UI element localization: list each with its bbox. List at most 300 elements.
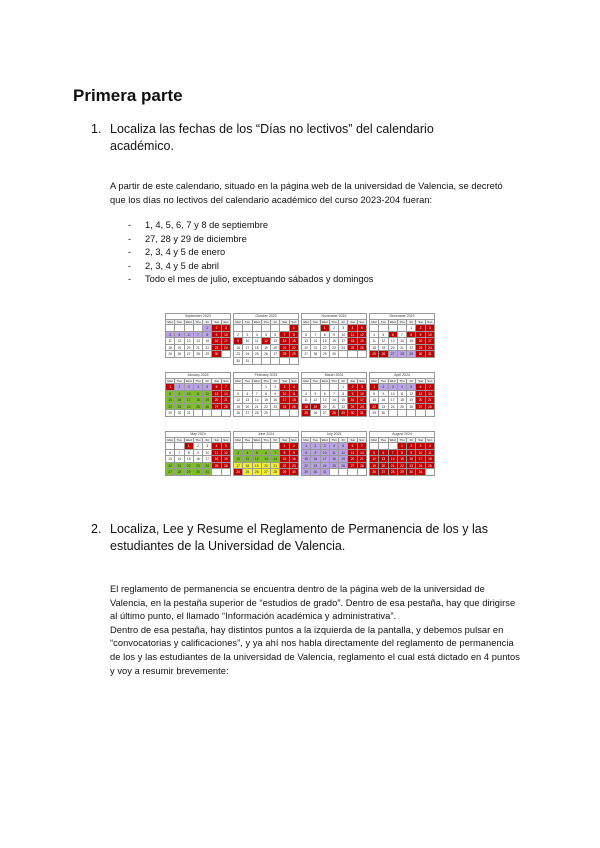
calendar-empty-cell — [175, 325, 184, 332]
calendar-day: 29 — [280, 469, 289, 476]
calendar-day: 21 — [311, 345, 320, 352]
calendar-month-title: December 2023 — [369, 313, 435, 319]
calendar-day: 18 — [253, 345, 262, 352]
calendar-day: 30 — [290, 469, 299, 476]
calendar-day: 5 — [175, 332, 184, 339]
calendar-day: 2 — [290, 443, 299, 450]
weekday-header: Sun — [426, 379, 435, 384]
calendar-day: 16 — [407, 456, 416, 463]
calendar-day: 29 — [203, 351, 212, 358]
calendar-empty-cell — [203, 410, 212, 417]
calendar-empty-cell — [166, 443, 175, 450]
calendar-day: 23 — [234, 351, 243, 358]
calendar-day: 18 — [426, 456, 435, 463]
calendar-day: 2 — [212, 325, 221, 332]
weekday-header: Wed — [253, 438, 262, 443]
calendar-day: 7 — [253, 391, 262, 398]
calendar-day: 2 — [348, 384, 357, 391]
weekday-header: Mon — [166, 320, 175, 325]
calendar-day: 17 — [358, 397, 367, 404]
calendar-day: 13 — [389, 338, 398, 345]
calendar-day: 31 — [203, 469, 212, 476]
calendar-day: 5 — [203, 384, 212, 391]
calendar-day: 30 — [212, 351, 221, 358]
calendar-day: 18 — [212, 456, 221, 463]
calendar-day: 29 — [166, 410, 175, 417]
calendar-day: 19 — [311, 404, 320, 411]
calendar-empty-cell — [280, 410, 289, 417]
calendar-day: 5 — [234, 391, 243, 398]
calendar-day: 25 — [290, 404, 299, 411]
calendar-month-title: April 2024 — [369, 372, 435, 378]
weekday-header: Sun — [222, 320, 231, 325]
weekday-header: Tue — [379, 438, 388, 443]
calendar-day: 26 — [262, 351, 271, 358]
calendar-day: 10 — [280, 391, 289, 398]
calendar-day: 29 — [321, 351, 330, 358]
weekday-header: Sun — [358, 379, 367, 384]
calendar-month — [233, 431, 299, 476]
calendar-day: 10 — [203, 450, 212, 457]
calendar-day: 20 — [321, 404, 330, 411]
calendar-day: 17 — [243, 345, 252, 352]
calendar-day: 11 — [398, 391, 407, 398]
calendar-day: 24 — [243, 351, 252, 358]
calendar-day: 7 — [358, 443, 367, 450]
calendar-month-grid — [301, 378, 367, 417]
weekday-header: Thu — [330, 379, 339, 384]
calendar-month — [233, 372, 299, 417]
calendar-month — [369, 372, 435, 417]
calendar-day: 4 — [166, 332, 175, 339]
calendar-day: 10 — [339, 332, 348, 339]
calendar-day: 22 — [166, 404, 175, 411]
calendar-day: 15 — [262, 397, 271, 404]
calendar-day: 28 — [311, 351, 320, 358]
calendar-month — [301, 313, 367, 358]
calendar-month-grid — [165, 319, 231, 358]
calendar-day: 7 — [280, 332, 289, 339]
weekday-header: Wed — [321, 379, 330, 384]
calendar-day: 27 — [166, 469, 175, 476]
calendar-day: 25 — [166, 351, 175, 358]
calendar-day: 13 — [302, 338, 311, 345]
calendar-day: 1 — [262, 384, 271, 391]
weekday-header: Mon — [370, 379, 379, 384]
calendar-day: 14 — [175, 456, 184, 463]
calendar-empty-cell — [330, 384, 339, 391]
calendar-day: 24 — [389, 404, 398, 411]
calendar-day: 27 — [212, 404, 221, 411]
calendar-day: 30 — [194, 469, 203, 476]
calendar-day: 11 — [302, 397, 311, 404]
calendar-empty-cell — [271, 410, 280, 417]
calendar-day: 1 — [166, 384, 175, 391]
weekday-header: Thu — [330, 320, 339, 325]
calendar-empty-cell — [234, 443, 243, 450]
calendar-empty-cell — [302, 325, 311, 332]
calendar-empty-cell — [339, 469, 348, 476]
calendar-day: 12 — [407, 391, 416, 398]
calendar-day: 8 — [321, 332, 330, 339]
calendar-day: 8 — [370, 391, 379, 398]
calendar-day: 8 — [280, 450, 289, 457]
calendar-day: 9 — [290, 450, 299, 457]
section-1-number: 1. — [91, 122, 102, 136]
page-title: Primera parte — [73, 86, 183, 105]
calendar-day: 1 — [321, 325, 330, 332]
calendar-day: 29 — [262, 410, 271, 417]
calendar-day: 15 — [302, 456, 311, 463]
weekday-header: Thu — [194, 438, 203, 443]
calendar-month-title: February 2024 — [233, 372, 299, 378]
calendar-day: 4 — [243, 450, 252, 457]
calendar-day: 23 — [290, 463, 299, 470]
calendar-day: 8 — [203, 332, 212, 339]
calendar-day: 25 — [426, 463, 435, 470]
calendar-day: 8 — [407, 332, 416, 339]
weekday-header: Sat — [416, 320, 425, 325]
calendar-day: 28 — [280, 351, 289, 358]
calendar-day: 19 — [407, 397, 416, 404]
weekday-header: Tue — [243, 379, 252, 384]
calendar-day: 6 — [243, 391, 252, 398]
calendar-day: 19 — [262, 345, 271, 352]
calendar-day: 14 — [426, 391, 435, 398]
weekday-header: Tue — [311, 379, 320, 384]
calendar-day: 21 — [280, 345, 289, 352]
calendar-empty-cell — [398, 410, 407, 417]
calendar-day: 17 — [339, 338, 348, 345]
calendar-day: 22 — [280, 463, 289, 470]
weekday-header: Thu — [262, 320, 271, 325]
calendar-day: 4 — [330, 443, 339, 450]
calendar-day: 2 — [311, 443, 320, 450]
calendar-day: 22 — [302, 463, 311, 470]
calendar-empty-cell — [280, 358, 289, 365]
calendar-day: 7 — [194, 332, 203, 339]
section-2-number: 2. — [91, 522, 102, 536]
calendar-day: 27 — [389, 351, 398, 358]
calendar-empty-cell — [379, 443, 388, 450]
calendar-day: 27 — [379, 469, 388, 476]
weekday-header: Sun — [290, 320, 299, 325]
calendar-day: 12 — [311, 397, 320, 404]
calendar-empty-cell — [166, 325, 175, 332]
calendar-day: 7 — [222, 384, 231, 391]
section-2-heading-text: Localiza, Lee y Resume el Reglamento de Permanencia de los y las estudiantes de la Universidad de Valencia. — [110, 522, 488, 553]
weekday-header: Thu — [398, 438, 407, 443]
bullet-dash: - — [128, 233, 132, 244]
calendar-day: 23 — [271, 404, 280, 411]
calendar-day: 17 — [185, 397, 194, 404]
calendar-day: 4 — [370, 332, 379, 339]
weekday-header: Mon — [302, 379, 311, 384]
calendar-day: 30 — [379, 410, 388, 417]
calendar-day: 16 — [311, 456, 320, 463]
calendar-empty-cell — [234, 325, 243, 332]
calendar-day: 8 — [185, 450, 194, 457]
calendar-day: 31 — [426, 351, 435, 358]
holiday-item-text: Todo el mes de julio, exceptuando sábados y domingos — [145, 274, 374, 285]
calendar-day: 15 — [290, 338, 299, 345]
calendar-day: 22 — [339, 404, 348, 411]
weekday-header: Tue — [243, 320, 252, 325]
calendar-day: 27 — [243, 410, 252, 417]
calendar-day: 21 — [389, 463, 398, 470]
calendar-day: 14 — [271, 456, 280, 463]
calendar-day: 11 — [426, 450, 435, 457]
calendar-day: 12 — [253, 456, 262, 463]
calendar-day: 15 — [339, 397, 348, 404]
calendar-day: 12 — [203, 391, 212, 398]
holiday-item-text: 2, 3, 4 y 5 de enero — [145, 247, 226, 258]
weekday-header: Tue — [175, 438, 184, 443]
calendar-empty-cell — [243, 384, 252, 391]
calendar-day: 3 — [203, 443, 212, 450]
calendar-day: 20 — [243, 404, 252, 411]
calendar-month — [233, 313, 299, 365]
calendar-day: 4 — [348, 325, 357, 332]
calendar-day: 18 — [194, 397, 203, 404]
calendar-day: 17 — [426, 338, 435, 345]
calendar-day: 9 — [348, 391, 357, 398]
calendar-day: 1 — [398, 443, 407, 450]
calendar-day: 31 — [185, 410, 194, 417]
calendar-month — [369, 431, 435, 476]
calendar-day: 25 — [253, 351, 262, 358]
calendar-month-title: July 2024 — [301, 431, 367, 437]
weekday-header: Tue — [175, 320, 184, 325]
weekday-header: Tue — [175, 379, 184, 384]
calendar-empty-cell — [262, 443, 271, 450]
weekday-header: Thu — [194, 379, 203, 384]
calendar-day: 3 — [243, 332, 252, 339]
calendar-month-title: October 2023 — [233, 313, 299, 319]
calendar-day: 16 — [379, 397, 388, 404]
calendar-day: 15 — [185, 456, 194, 463]
calendar-empty-cell — [243, 443, 252, 450]
calendar-empty-cell — [222, 469, 231, 476]
calendar-day: 19 — [234, 404, 243, 411]
weekday-header: Fri — [271, 379, 280, 384]
calendar-day: 9 — [212, 332, 221, 339]
weekday-header: Sun — [222, 379, 231, 384]
calendar-day: 6 — [166, 450, 175, 457]
calendar-day: 24 — [234, 469, 243, 476]
calendar-day: 20 — [416, 397, 425, 404]
calendar-day: 20 — [262, 463, 271, 470]
weekday-header: Wed — [253, 320, 262, 325]
calendar-day: 1 — [370, 384, 379, 391]
calendar-day: 12 — [222, 450, 231, 457]
calendar-day: 3 — [185, 384, 194, 391]
calendar-day: 26 — [175, 351, 184, 358]
bullet-dash: - — [128, 274, 132, 285]
calendar-empty-cell — [426, 469, 435, 476]
weekday-header: Fri — [407, 320, 416, 325]
calendar-day: 21 — [271, 463, 280, 470]
calendar-month-grid — [301, 437, 367, 476]
weekday-header: Tue — [311, 320, 320, 325]
calendar-day: 18 — [370, 345, 379, 352]
calendar-empty-cell — [253, 443, 262, 450]
calendar-day: 25 — [330, 463, 339, 470]
calendar-day: 8 — [339, 391, 348, 398]
section-1-heading — [91, 121, 491, 155]
calendar-day: 2 — [379, 384, 388, 391]
calendar-day: 15 — [407, 338, 416, 345]
calendar-month — [301, 431, 367, 476]
calendar-month-grid — [165, 378, 231, 417]
calendar-day: 15 — [370, 397, 379, 404]
calendar-day: 7 — [398, 332, 407, 339]
calendar-day: 23 — [407, 463, 416, 470]
calendar-day: 2 — [407, 443, 416, 450]
calendar-day: 12 — [370, 456, 379, 463]
calendar-day: 23 — [175, 404, 184, 411]
calendar-day: 25 — [194, 404, 203, 411]
calendar-day: 29 — [407, 351, 416, 358]
calendar-month — [165, 372, 231, 417]
calendar-day: 22 — [407, 345, 416, 352]
calendar-day: 24 — [185, 404, 194, 411]
calendar-day: 4 — [302, 391, 311, 398]
calendar-day: 30 — [416, 351, 425, 358]
calendar-day: 20 — [271, 345, 280, 352]
calendar-day: 9 — [175, 391, 184, 398]
calendar-month-grid — [301, 319, 367, 358]
weekday-header: Thu — [330, 438, 339, 443]
calendar-day: 11 — [348, 332, 357, 339]
section-1-intro: A partir de este calendario, situado en la página web de la universidad de Valencia, se decretó que los días no lectivos del calendario académico del curso 2023-204 fueran: — [110, 181, 503, 205]
calendar-day: 12 — [358, 332, 367, 339]
calendar-day: 9 — [234, 338, 243, 345]
calendar-day: 3 — [389, 384, 398, 391]
calendar-day: 2 — [194, 443, 203, 450]
section-1-heading-text: Localiza las fechas de los “Días no lectivos” del calendario académico. — [110, 122, 434, 153]
calendar-day: 22 — [203, 345, 212, 352]
calendar-day: 14 — [389, 456, 398, 463]
calendar-day: 9 — [416, 332, 425, 339]
weekday-header: Wed — [321, 438, 330, 443]
calendar-day: 14 — [253, 397, 262, 404]
calendar-month-grid — [165, 437, 231, 476]
calendar-day: 15 — [398, 456, 407, 463]
calendar-day: 22 — [262, 404, 271, 411]
calendar-empty-cell — [311, 384, 320, 391]
calendar-empty-cell — [175, 443, 184, 450]
holiday-item-text: 27, 28 y 29 de diciembre — [145, 233, 247, 244]
calendar-day: 6 — [379, 450, 388, 457]
calendar-day: 24 — [203, 463, 212, 470]
calendar-day: 16 — [416, 338, 425, 345]
weekday-header: Sun — [290, 379, 299, 384]
calendar-day: 26 — [234, 410, 243, 417]
calendar-day: 26 — [203, 404, 212, 411]
calendar-day: 24 — [358, 404, 367, 411]
calendar-day: 15 — [203, 338, 212, 345]
calendar-day: 21 — [194, 345, 203, 352]
calendar-day: 19 — [358, 338, 367, 345]
calendar-day: 18 — [243, 463, 252, 470]
weekday-header: Fri — [339, 379, 348, 384]
calendar-day: 5 — [311, 391, 320, 398]
weekday-header: Fri — [339, 438, 348, 443]
calendar-month-title: January 2024 — [165, 372, 231, 378]
calendar-month-title: March 2024 — [301, 372, 367, 378]
weekday-header: Tue — [379, 320, 388, 325]
calendar-day: 16 — [194, 456, 203, 463]
calendar-empty-cell — [253, 358, 262, 365]
calendar-day: 25 — [212, 463, 221, 470]
weekday-header: Mon — [370, 320, 379, 325]
weekday-header: Thu — [398, 379, 407, 384]
calendar-empty-cell — [370, 325, 379, 332]
calendar-day: 28 — [426, 404, 435, 411]
calendar-day: 21 — [175, 463, 184, 470]
calendar-day: 5 — [339, 443, 348, 450]
weekday-header: Mon — [166, 438, 175, 443]
calendar-day: 5 — [253, 450, 262, 457]
calendar-day: 5 — [358, 325, 367, 332]
weekday-header: Wed — [185, 379, 194, 384]
holiday-item — [128, 233, 373, 247]
calendar-day: 28 — [175, 469, 184, 476]
calendar-day: 17 — [416, 456, 425, 463]
calendar-day: 19 — [339, 456, 348, 463]
bullet-dash: - — [128, 220, 132, 230]
calendar-day: 27 — [321, 410, 330, 417]
calendar-day: 10 — [222, 332, 231, 339]
calendar-day: 27 — [271, 351, 280, 358]
calendar-day: 17 — [389, 397, 398, 404]
calendar-day: 14 — [358, 450, 367, 457]
calendar-day: 8 — [302, 450, 311, 457]
calendar-empty-cell — [407, 410, 416, 417]
calendar-day: 7 — [311, 332, 320, 339]
calendar-empty-cell — [348, 351, 357, 358]
calendar-day: 3 — [222, 325, 231, 332]
calendar-empty-cell — [398, 325, 407, 332]
calendar-day: 11 — [194, 391, 203, 398]
calendar-day: 8 — [166, 391, 175, 398]
calendar-day: 26 — [407, 404, 416, 411]
weekday-header: Sat — [348, 438, 357, 443]
calendar-day: 4 — [194, 384, 203, 391]
calendar-empty-cell — [370, 443, 379, 450]
calendar-day: 29 — [302, 469, 311, 476]
weekday-header: Sat — [212, 438, 221, 443]
calendar-day: 9 — [271, 391, 280, 398]
calendar-empty-cell — [271, 325, 280, 332]
calendar-month-title: September 2023 — [165, 313, 231, 319]
calendar-empty-cell — [271, 443, 280, 450]
calendar-day: 28 — [389, 469, 398, 476]
calendar-day: 25 — [348, 345, 357, 352]
calendar-day: 11 — [212, 450, 221, 457]
calendar-empty-cell — [222, 410, 231, 417]
calendar-day: 6 — [321, 391, 330, 398]
calendar-day: 21 — [398, 345, 407, 352]
calendar-day: 17 — [234, 463, 243, 470]
calendar-day: 14 — [398, 338, 407, 345]
calendar-day: 18 — [330, 456, 339, 463]
calendar-day: 21 — [358, 456, 367, 463]
weekday-header: Fri — [271, 438, 280, 443]
calendar-month-grid — [233, 437, 299, 476]
weekday-header: Wed — [185, 438, 194, 443]
